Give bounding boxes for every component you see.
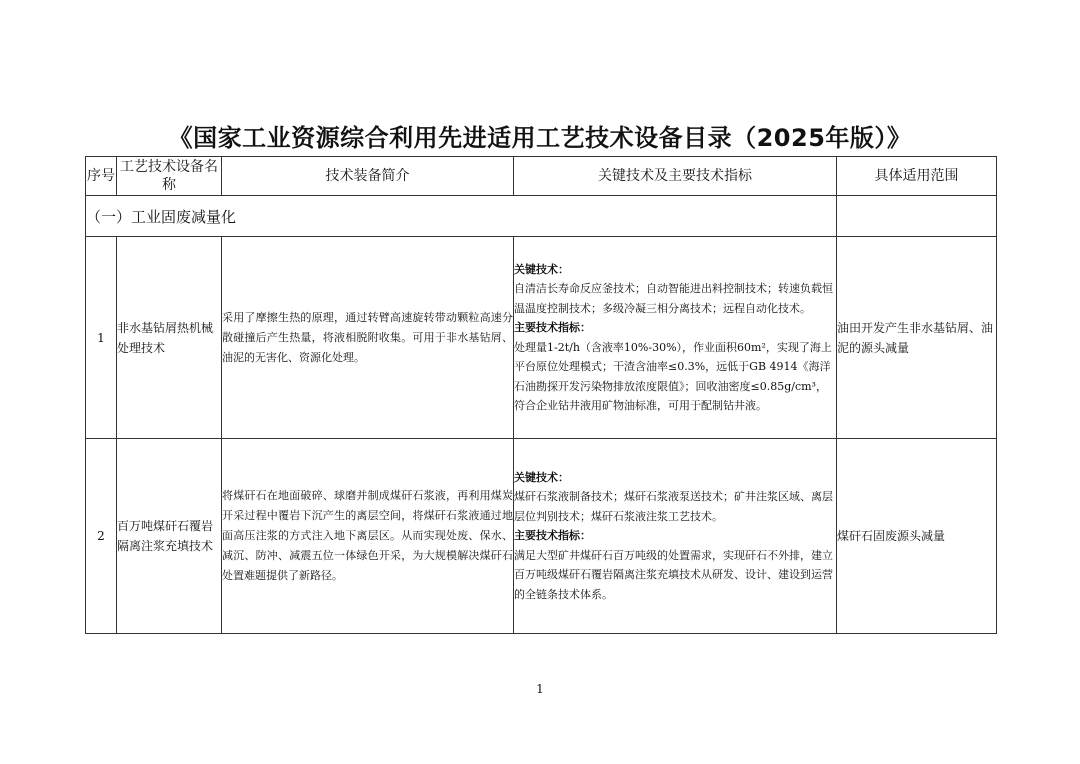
header-scope: 具体适用范围: [837, 157, 997, 196]
header-intro: 技术装备简介: [222, 157, 514, 196]
row-scope: 油田开发产生非水基钻屑、油泥的源头减量: [837, 237, 997, 439]
page-number: 1: [536, 682, 544, 696]
index-label: 主要技术指标：: [514, 529, 591, 543]
row-key-tech: [514, 439, 837, 634]
row-intro: 采用了摩擦生热的原理，通过转臂高速旋转带动颗粒高速分散碰撞后产生热量，将液相脱附收集。可用于非水基钻屑、油泥的无害化、资源化处理。: [222, 237, 514, 439]
document-title: 《国家工业资源综合利用先进适用工艺技术设备目录（2025年版）》: [168, 124, 912, 152]
row-equipment-name: 百万吨煤矸石覆岩隔离注浆充填技术: [117, 439, 222, 634]
index-label: 主要技术指标：: [514, 321, 591, 334]
section-label: （一）工业固废减量化: [86, 196, 837, 237]
header-name: 工艺技术设备名称: [117, 157, 222, 196]
row-number: 1: [86, 237, 117, 439]
row-number: 2: [86, 439, 117, 634]
index-text: 处理量1-2t/h（含液率10%-30%），作业面积60m²，实现了海上平台原位处理模式；干渣含油率≤0.3%，远低于GB 4914《海洋石油勘探开发污染物排放浓度限值》；回收油密度≤0.85g/cm³，符合企业钻井液用矿物油标准，可用于配制钻井液。: [514, 340, 832, 412]
index-text: 满足大型矿井煤矸石百万吨级的处置需求，实现矸石不外排，建立百万吨级煤矸石覆岩隔离注浆充填技术从研发、设计、建设到运营的全链条技术体系。: [514, 548, 833, 601]
key-tech-label: 关键技术：: [514, 262, 569, 276]
section-row: [86, 196, 997, 237]
row-key-tech: [514, 237, 837, 439]
header-key-tech: 关键技术及主要技术指标: [514, 157, 837, 196]
row-intro: 将煤矸石在地面破碎、球磨并制成煤矸石浆液，再利用煤炭开采过程中覆岩下沉产生的离层空间，将煤矸石浆液通过地面高压注浆的方式注入地下离层区。从而实现处废、保水、减沉、防冲、减震五位一体绿色开采，为大规模解决煤矸石处置难题提供了新路径。: [222, 439, 514, 634]
section-empty-cell: [837, 196, 997, 237]
key-tech-label: 关键技术：: [514, 470, 569, 484]
table-header-row: [86, 157, 997, 196]
row-equipment-name: 非水基钻屑热机械处理技术: [117, 237, 222, 439]
row-scope: 煤矸石固废源头减量: [837, 439, 997, 634]
key-tech-text: 煤矸石浆液制备技术；煤矸石浆液泵送技术；矿井注浆区域、离层层位判别技术；煤矸石浆液注浆工艺技术。: [514, 490, 833, 523]
table-row: [86, 237, 997, 439]
header-no: 序号: [86, 157, 117, 196]
key-tech-text: 自清洁长寿命反应釜技术；自动智能进出料控制技术；转速负载恒温温度控制技术；多级冷凝三相分离技术；远程自动化技术。: [514, 282, 833, 315]
catalog-table: [85, 156, 997, 634]
table-row: [86, 439, 997, 634]
